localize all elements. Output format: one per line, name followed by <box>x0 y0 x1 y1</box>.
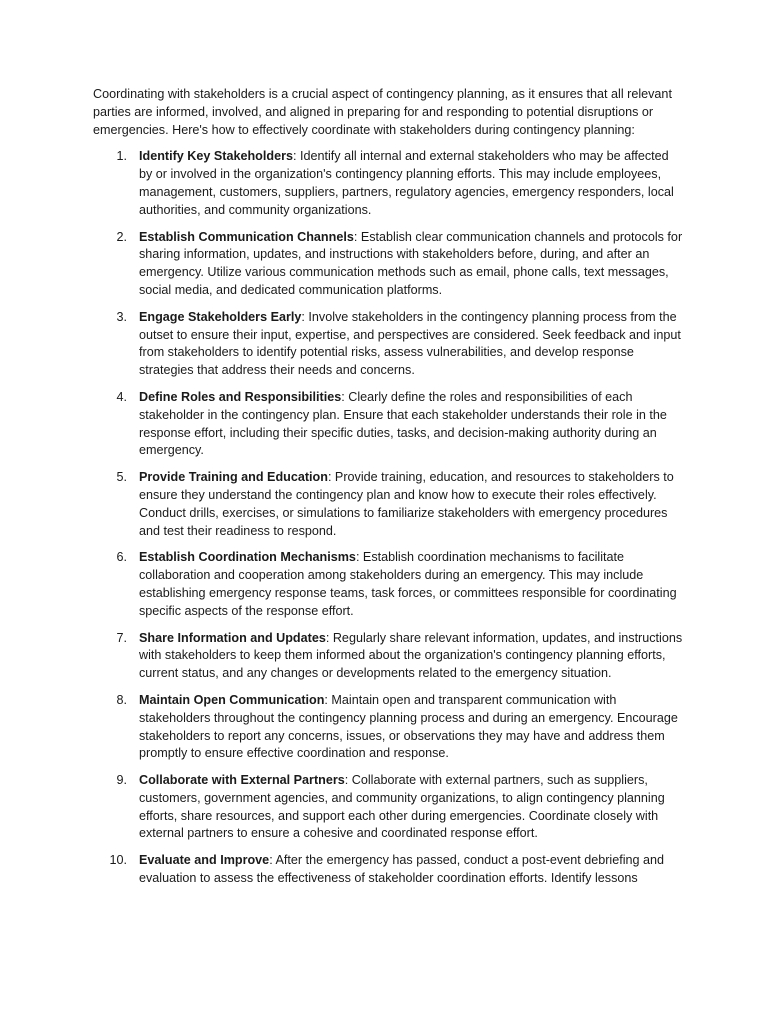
item-text: : Involve stakeholders in the contingency planning process from the outset to ensure their input, expertise, and perspectives are considered. Seek feedback and input from stakeholders to identify potential risks, assess vulnerabilities, and develop response strategies that address their needs and concerns. <box>139 309 681 378</box>
item-number: 4. <box>116 389 127 404</box>
item-text: : Regularly share relevant information, updates, and instructions with stakeholders to keep them informed about the organization's contingency planning efforts, current status, and any changes or developments related to the emergency situation. <box>139 630 683 681</box>
item-term: Evaluate and Improve <box>139 853 270 868</box>
list-item <box>93 630 683 683</box>
item-text: : Collaborate with external partners, such as suppliers, customers, government agencies, and community organizations, to align contingency planning efforts, share resources, and support each other during emergencies. Coordinate closely with external partners to ensure a cohesive and coordinated response effort. <box>139 773 665 841</box>
item-term: Collaborate with External Partners <box>139 773 345 788</box>
item-text: : Establish coordination mechanisms to facilitate collaboration and cooperation among stakeholders during an emergency. This may include establishing emergency response teams, task forces, or committees responsible for coordinating specific aspects of the response effort. <box>139 550 677 618</box>
item-text: : Provide training, education, and resources to stakeholders to ensure they understand the contingency plan and know how to execute their roles effectively. Conduct drills, exercises, or simulations to familiarize stakeholders with emergency procedures and test their readiness to respond. <box>139 470 674 538</box>
item-term: Define Roles and Responsibilities <box>139 389 342 404</box>
item-term: Provide Training and Education <box>139 470 328 485</box>
list-item <box>93 229 683 300</box>
item-text: : Clearly define the roles and responsibilities of each stakeholder in the contingency plan. Ensure that each stakeholder understands their role in the response effort, including their specific duties, tasks, and decision-making authority during an emergency. <box>139 389 667 458</box>
item-number: 10. <box>109 853 127 868</box>
list-item <box>93 772 683 843</box>
item-text: : Maintain open and transparent communication with stakeholders throughout the contingency planning process and during an emergency. Encourage stakeholders to report any concerns, issues, or observations they may have and address them promptly to ensure effective coordination and response. <box>139 692 678 761</box>
item-text: : After the emergency has passed, conduct a post-event debriefing and evaluation to assess the effectiveness of stakeholder coordination efforts. Identify lessons <box>139 853 665 886</box>
item-number: 9. <box>116 773 127 788</box>
item-number: 8. <box>116 692 127 707</box>
item-number: 6. <box>116 550 127 565</box>
document-page <box>93 86 683 897</box>
item-term: Establish Coordination Mechanisms <box>139 550 356 565</box>
item-text: : Identify all internal and external stakeholders who may be affected by or involved in the organization's contingency planning efforts. This may include employees, management, customers, suppliers, partners, regulatory agencies, emergency responders, local authorities, and community organizations. <box>139 149 674 217</box>
item-term: Establish Communication Channels <box>139 229 354 244</box>
item-number: 1. <box>116 149 127 164</box>
item-term: Engage Stakeholders Early <box>139 309 302 324</box>
list-item <box>93 692 683 763</box>
list-item <box>93 469 683 540</box>
list-item <box>93 309 683 380</box>
item-number: 3. <box>116 309 127 324</box>
item-number: 7. <box>116 630 127 645</box>
list-item <box>93 148 683 219</box>
item-term: Identify Key Stakeholders <box>139 149 293 164</box>
list-item <box>93 852 683 888</box>
list-item <box>93 549 683 620</box>
item-number: 2. <box>116 229 127 244</box>
item-term: Maintain Open Communication <box>139 692 325 707</box>
item-number: 5. <box>116 470 127 485</box>
item-term: Share Information and Updates <box>139 630 326 645</box>
intro-paragraph: Coordinating with stakeholders is a crucial aspect of contingency planning, as it ensures that all relevant parties are informed, involved, and aligned in preparing for and responding to potential disruptions or emergencies. Here's how to effectively coordinate with stakeholders during contingency planning: <box>93 87 672 137</box>
list-item <box>93 389 683 460</box>
item-text: : Establish clear communication channels and protocols for sharing information, updates, and instructions with stakeholders before, during, and after an emergency. Utilize various communication methods such as email, phone calls, text messages, social media, and dedicated communication platforms. <box>139 229 683 297</box>
numbered-list <box>93 148 683 887</box>
